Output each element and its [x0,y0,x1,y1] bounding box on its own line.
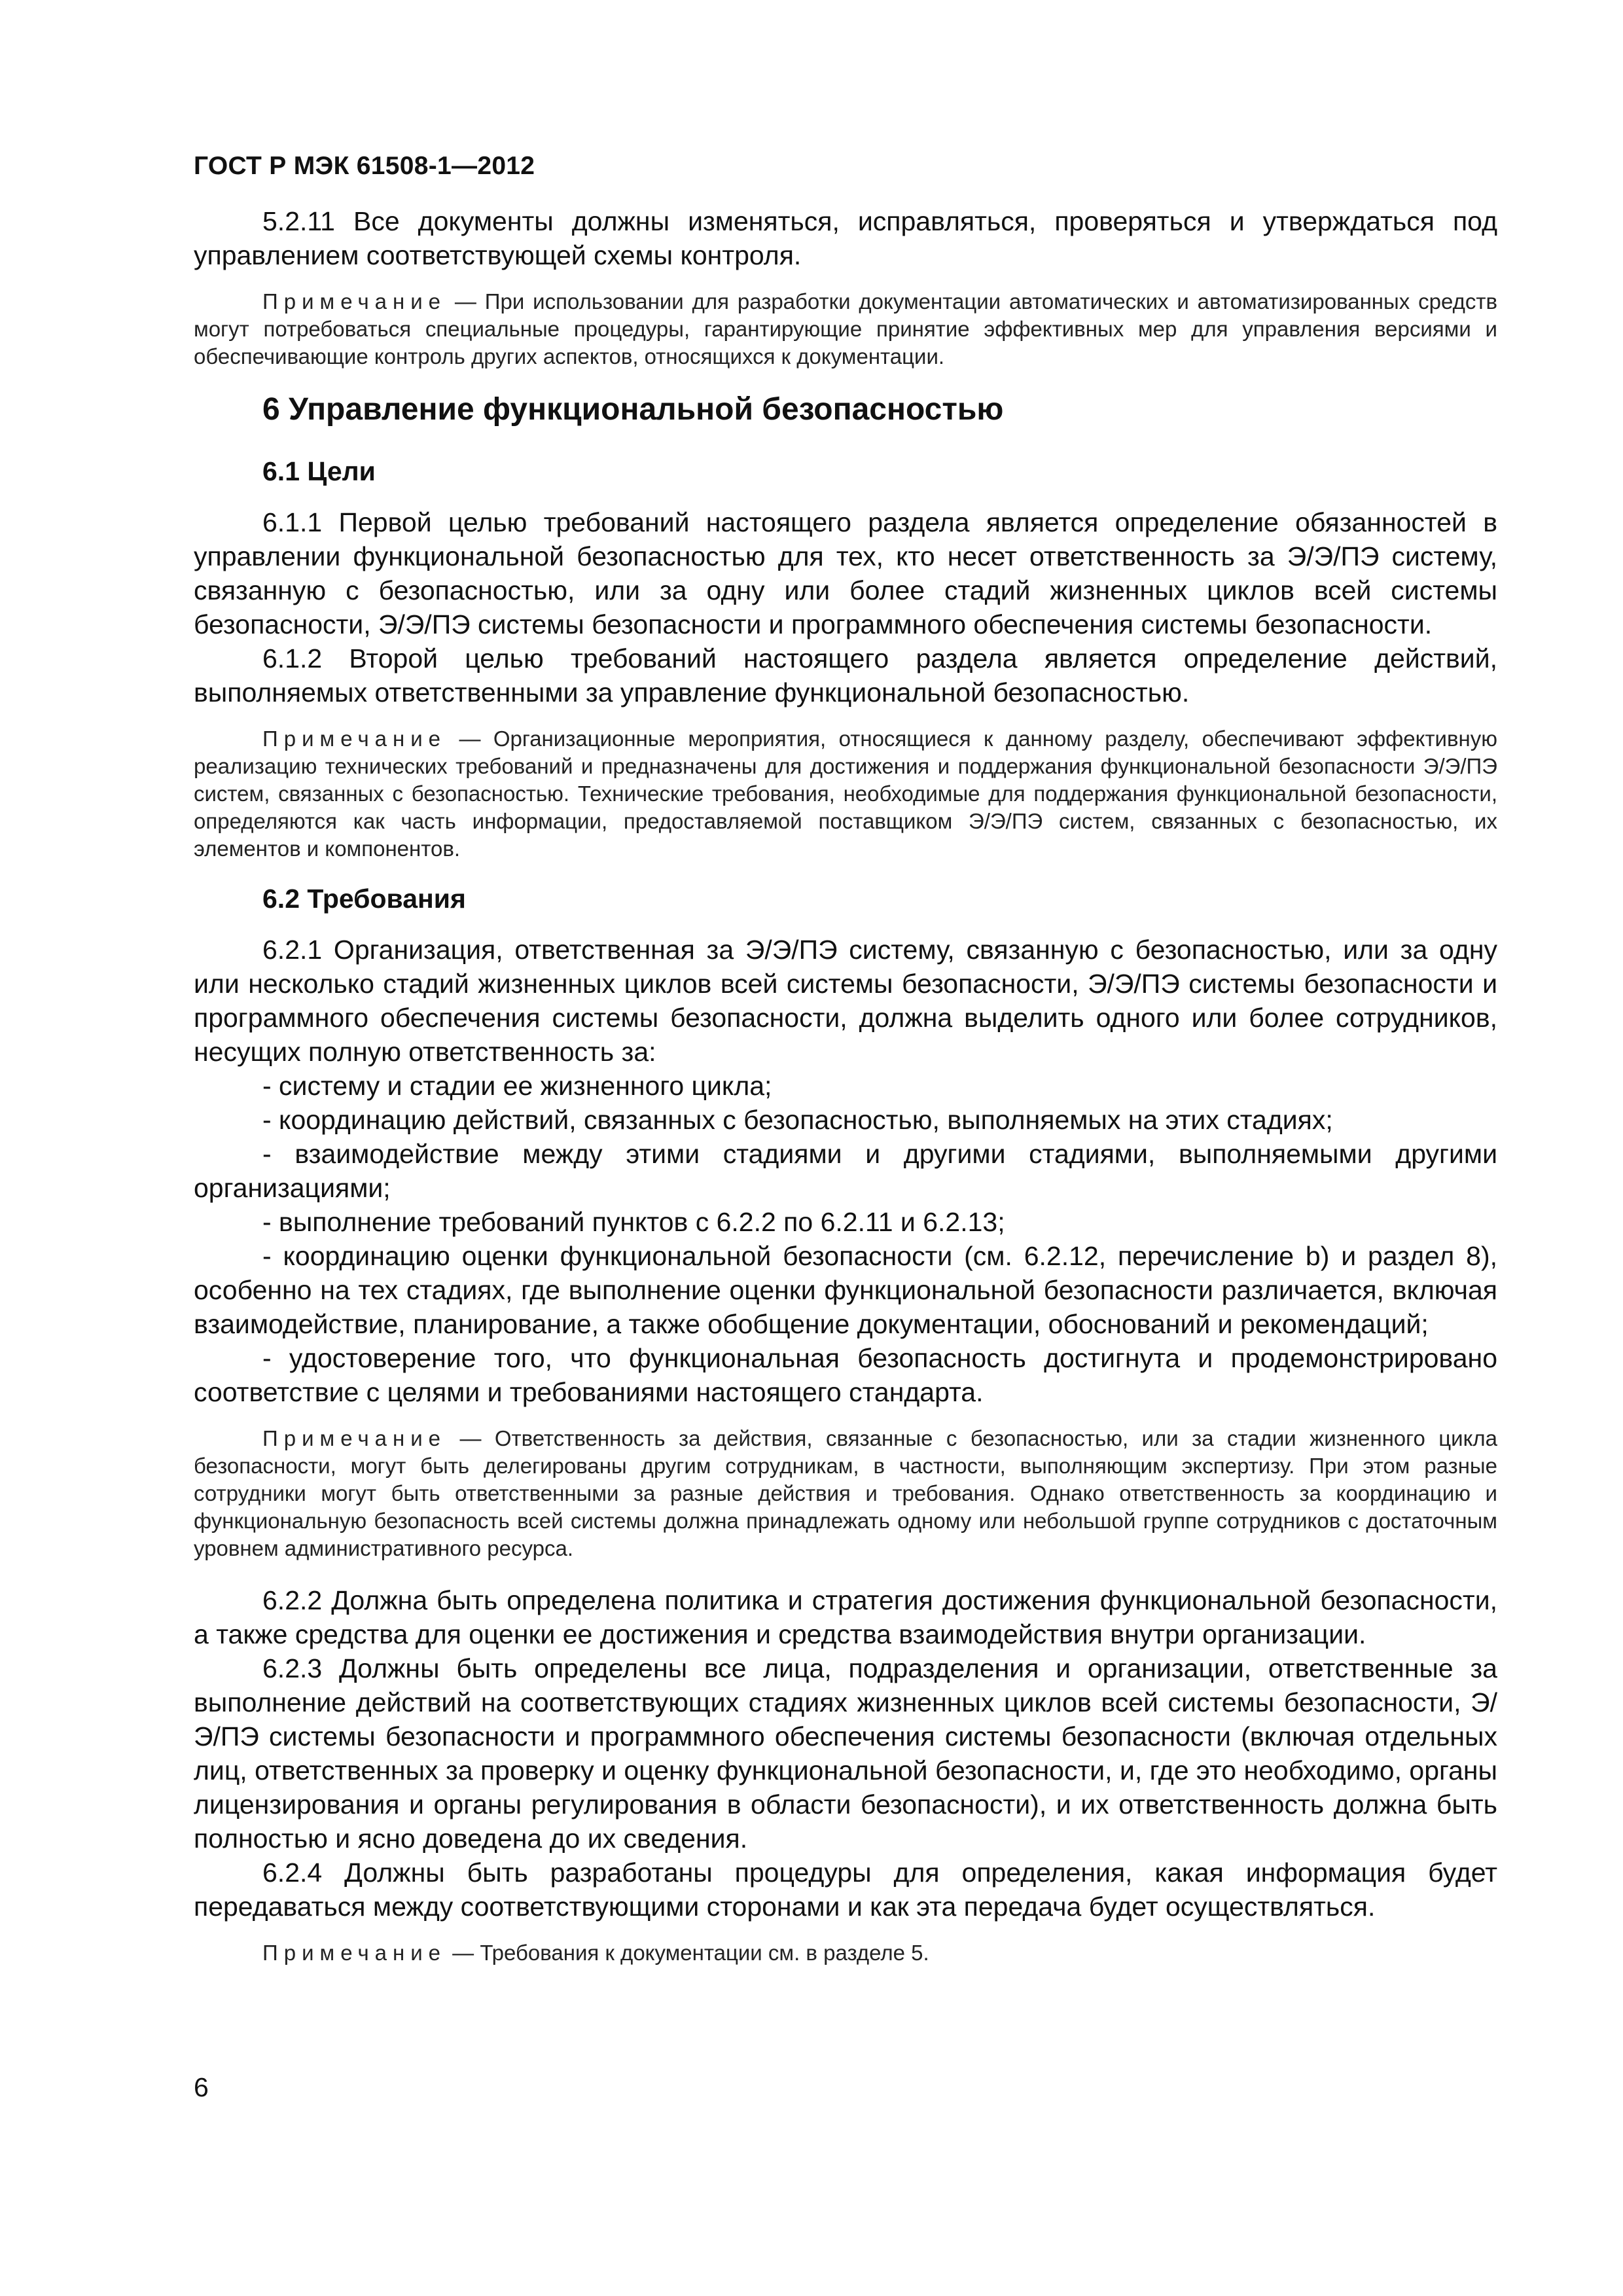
clause-6-2-3: 6.2.3 Должны быть определены все лица, подразделения и организации, ответственные за выполнение действий на соответствующих стадиях жизненных циклов всей системы безопасности, Э/Э/ПЭ системы безопасности и программного обеспечения системы безопасности (включая отдельных лиц, ответственных за проверку и оценку функциональной безопасности, и, где это необходимо, органы лицензирования и органы регулирования в области безопасности), и их ответственность должна быть полностью и ясно доведена до их сведения. [194,1653,1497,1854]
note-2 [194,725,1497,863]
list-item: - взаимодействие между этими стадиями и другими стадиями, выполняемыми другими организациями; [194,1139,1497,1203]
note-label: Примечание [262,289,447,314]
note-3 [194,1425,1497,1562]
note-label: Примечание [262,726,447,751]
subsection-6-2-title: 6.2 Требования [262,884,466,914]
clause-6-1-1: 6.1.1 Первой целью требований настоящего раздела является определение обязанностей в управлении функциональной безопасностью для тех, кто несет ответственность за Э/Э/ПЭ систему, связанную с безопасностью, или за одну или более стадий жизненных циклов всей системы безопасности, Э/Э/ПЭ системы безопасности и программного обеспечения системы безопасности. [194,507,1497,639]
note-text: — Ответственность за действия, связанные с безопасностью, или за стадии жизненного цикла безопасности, могут быть делегированы другим сотрудникам, в частности, выполняющим экспертизу. При этом разные сотрудники могут быть ответственными за разные действия и требования. Однако ответственность за координацию и функциональную безопасность всей системы должна принадлежать одному или небольшой группе сотрудников с достаточным уровнем административного ресурса. [194,1426,1497,1560]
clause-6-2-4: 6.2.4 Должны быть разработаны процедуры для определения, какая информация будет передаваться между соответствующими сторонами и как эта передача будет осуществляться. [194,1857,1497,1922]
note-text: — При использовании для разработки документации автоматических и автоматизированных средств могут потребоваться специальные процедуры, гарантирующие принятие эффективных мер для управления версиями и обеспечивающие контроль других аспектов, относящихся к документации. [194,289,1497,368]
list-item: - систему и стадии ее жизненного цикла; [262,1071,772,1101]
note-label: Примечание [262,1426,447,1450]
document-header: ГОСТ Р МЭК 61508-1—2012 [194,152,535,180]
section-6-title: 6 Управление функциональной безопасностью [262,392,1004,427]
clause-5-2-11: 5.2.11 Все документы должны изменяться, исправляться, проверяться и утверждаться под управлением соответствующей схемы контроля. [194,206,1497,270]
note-text: — Требования к документации см. в разделе 5. [446,1941,929,1965]
list-item: - координацию оценки функциональной безопасности (см. 6.2.12, перечисление b) и раздел 8), особенно на тех стадиях, где выполнение оценки функциональной безопасности различается, включая взаимодействие, планирование, а также обобщение документации, обоснований и рекомендаций; [194,1241,1497,1339]
clause-6-1-2: 6.1.2 Второй целью требований настоящего раздела является определение действий, выполняемых ответственными за управление функциональной безопасностью. [194,643,1497,708]
list-item: - удостоверение того, что функциональная безопасность достигнута и продемонстрировано соответствие с целями и требованиями настоящего стандарта. [194,1343,1497,1407]
clause-6-2-1: 6.2.1 Организация, ответственная за Э/Э/ПЭ систему, связанную с безопасностью, или за одну или несколько стадий жизненных циклов всей системы безопасности, Э/Э/ПЭ системы безопасности и программного обеспечения системы безопасности, должна выделить одного или более сотрудников, несущих полную ответственность за: [194,935,1497,1067]
subsection-6-1-title: 6.1 Цели [262,456,376,486]
note-text: — Организационные мероприятия, относящиеся к данному разделу, обеспечивают эффективную реализацию технических требований и предназначены для достижения и поддержания функциональной безопасности Э/Э/ПЭ систем, связанных с безопасностью. Технические требования, необходимые для поддержания функциональной безопасности, определяются как часть информации, предоставляемой поставщиком Э/Э/ПЭ систем, связанных с безопасностью, их элементов и компонентов. [194,726,1497,861]
note-1 [194,288,1497,370]
list-item: - выполнение требований пунктов с 6.2.2 по 6.2.11 и 6.2.13; [262,1207,1005,1237]
note-label: Примечание [262,1941,447,1965]
list-item: - координацию действий, связанных с безопасностью, выполняемых на этих стадиях; [262,1105,1333,1135]
note-4 [194,1939,1497,1967]
page-number: 6 [194,2072,209,2102]
clause-6-2-2: 6.2.2 Должна быть определена политика и стратегия достижения функциональной безопасности, а также средства для оценки ее достижения и средства взаимодействия внутри организации. [194,1585,1497,1649]
